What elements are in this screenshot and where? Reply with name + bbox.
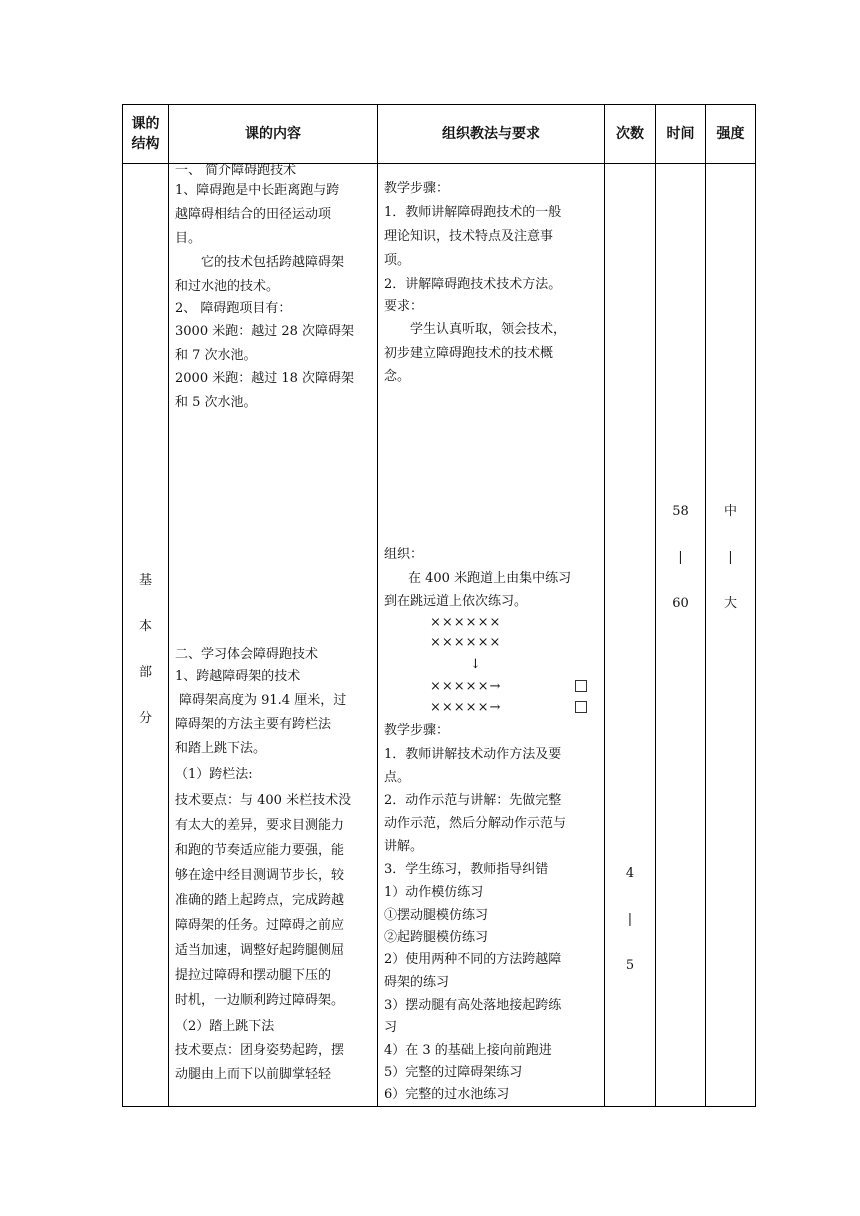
header-time: 时间 [656,105,706,164]
method-line: 3．学生练习，教师指导纠错 [384,862,549,877]
method-line: 教学步骤： [384,181,450,196]
method-line: 6）完整的过水池练习 [384,1087,510,1102]
main-section-row [123,164,756,1107]
content-line: 越障碍相结合的田径运动项 [175,207,332,222]
content-line: 时机，一边顺利跨过障碍架。 [175,993,345,1008]
method-line: 组织： [384,547,424,562]
content-line: 障碍架的任务。过障碍之前应 [175,918,345,933]
content-line: 有太大的差异，要求目测能力 [175,818,345,833]
content-line: 障碍架的方法主要有跨栏法 [175,717,332,732]
method-line: 到在跳远道上依次练习。 [384,594,528,609]
method-line: 动作示范，然后分解动作示范与 [384,816,567,831]
method-line: 2．讲解障碍跑技术技术方法。 [384,277,562,292]
method-line: 1）动作模仿练习 [384,885,484,900]
content-line: 1、障碍跑是中长距离跑与跨 [175,183,340,198]
content-line: 3000 米跑：越过 28 次障碍架 [175,324,355,339]
lesson-plan-table [122,104,756,1107]
content-line: 技术要点：与 400 米栏技术没 [175,793,352,808]
content-line: （1）跨栏法: [175,767,253,782]
content-line: 和过水池的技术。 [175,279,280,294]
section-char: 部 [138,665,152,680]
content-heading-2: 二、学习体会障碍跑技术 [175,647,319,662]
content-line: 目。 [175,231,202,246]
formation-row: ×××××→ [430,679,502,694]
content-line: 障碍架高度为 91.4 厘米，过 [179,693,347,708]
content-line: （2）踏上跳下法 [175,1019,275,1034]
water-pit-icon [575,677,587,698]
content-line: 动腿由上而下以前脚掌轻轻 [175,1067,332,1082]
header-method: 组织教法与要求 [378,105,605,164]
method-line: 2）使用两种不同的方法跨越障 [384,952,562,967]
header-times: 次数 [605,105,656,164]
method-cell [378,164,605,1107]
times-dash: | [627,912,633,927]
header-row [123,105,756,164]
content-line: 提拉过障碍和摆动腿下压的 [175,968,332,983]
content-cell [169,164,378,1107]
arrow-down-icon: ↓ [470,657,481,672]
times-max: 5 [625,958,635,973]
times-min: 4 [625,866,635,881]
content-line: 适当加速，调整好起跨腿侧屈 [175,943,345,958]
method-line: 3）摆动腿有高处落地接起跨练 [384,998,562,1013]
method-line: 项。 [384,253,411,268]
intensity-dash: | [728,550,733,565]
method-line: 在 400 米跑道上由集中练习 [408,571,572,586]
method-line: ②起跨腿模仿练习 [384,930,489,945]
intensity-min: 中 [723,504,737,519]
method-line: 讲解。 [384,839,424,854]
content-line: 和踏上跳下法。 [175,741,267,756]
content-line: 和 7 次水池。 [175,348,257,363]
content-heading-1: 一、 简介障碍跑技术 [175,163,297,178]
method-line: 学生认真听取，领会技术， [410,322,567,337]
content-line: 1、跨越障碍架的技术 [175,669,301,684]
method-line: 要求： [384,299,424,314]
intensity-cell [706,164,756,1107]
method-line: 教学步骤： [384,723,450,738]
time-max: 60 [672,596,689,611]
header-intensity: 强度 [706,105,756,164]
section-char: 本 [138,619,152,634]
header-structure: 课的 结构 [123,105,169,164]
times-cell [605,164,656,1107]
content-line: 准确的踏上起跨点，完成跨越 [175,893,345,908]
method-line: 4）在 3 的基础上接向前跑进 [384,1043,552,1058]
formation-row: ×××××→ [430,700,502,715]
time-dash: | [678,550,683,565]
method-line: 5）完整的过障碍架练习 [384,1065,523,1080]
content-line: 和跑的节奏适应能力要强，能 [175,843,345,858]
method-line: 1．教师讲解障碍跑技术的一般 [384,205,562,220]
method-line: 初步建立障碍跑技术的技术概 [384,346,554,361]
method-line: ①摆动腿模仿练习 [384,908,489,923]
header-content: 课的内容 [169,105,378,164]
method-line: 习 [384,1020,398,1035]
method-line: 碍架的练习 [384,975,450,990]
time-min: 58 [672,504,689,519]
water-pit-icon [575,698,587,719]
intensity-max: 大 [723,596,737,611]
content-line: 它的技术包括跨越障碍架 [201,255,345,270]
content-line: 2000 米跑：越过 18 次障碍架 [175,371,355,386]
method-line: 点。 [384,770,411,785]
time-cell [656,164,706,1107]
content-line: 技术要点：团身姿势起跨，摆 [175,1043,345,1058]
method-line: 念。 [384,369,411,384]
section-char: 基 [138,573,152,588]
content-line: 和 5 次水池。 [175,395,257,410]
content-line: 够在途中经目测调节步长，较 [175,868,345,883]
section-label-cell [123,164,169,1107]
content-line: 2、 障碍跑项目有： [175,301,292,316]
method-line: 理论知识，技术特点及注意事 [384,229,554,244]
formation-row: ×××××× [430,615,502,630]
formation-row: ×××××× [430,635,502,650]
method-line: 2．动作示范与讲解：先做完整 [384,793,562,808]
method-line: 1．教师讲解技术动作方法及要 [384,747,562,762]
section-char: 分 [138,711,152,726]
